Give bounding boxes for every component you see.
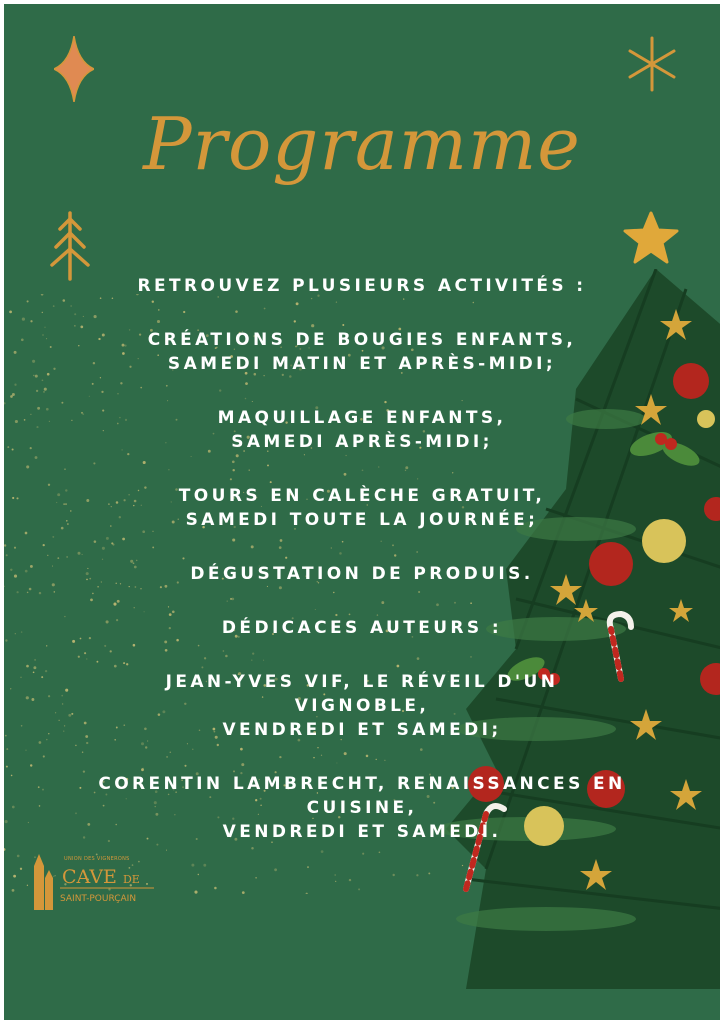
- activity-item: CORENTIN LAMBRECHT, RENAISSANCES EN CUISINE, VENDREDI ET SAMEDI.: [98, 774, 626, 842]
- logo-subtitle: UNION DES VIGNERONS: [64, 856, 130, 862]
- activity-item: MAQUILLAGE ENFANTS, SAMEDI APRÈS-MIDI;: [217, 408, 507, 452]
- activity-item: CRÉATIONS DE BOUGIES ENFANTS, SAMEDI MATIN ET APRÈS-MIDI;: [147, 330, 577, 374]
- logo-place: SAINT-POURÇAIN: [60, 894, 137, 904]
- intro-text: RETROUVEZ PLUSIEURS ACTIVITÉS :: [137, 276, 587, 296]
- page-title: Programme: [143, 102, 581, 186]
- activity-item: DÉGUSTATION DE PRODUIS.: [190, 564, 534, 584]
- pine-tree-icon: [48, 209, 92, 281]
- diamond-sparkle-icon: [54, 36, 94, 102]
- snowflake-asterisk-icon: [622, 34, 682, 94]
- activity-item: TOURS EN CALÈCHE GRATUIT, SAMEDI TOUTE LA JOURNÉE;: [178, 486, 546, 530]
- program-text: [44, 274, 680, 874]
- activity-item: JEAN-YVES VIF, LE RÉVEIL D'UN VIGNOBLE, VENDREDI ET SAMEDI;: [165, 672, 559, 740]
- activity-item: DÉDICACES AUTEURS :: [221, 618, 503, 638]
- logo-name: CAVE DE: [62, 866, 140, 888]
- poster: [4, 4, 720, 1020]
- star-icon: [622, 210, 680, 268]
